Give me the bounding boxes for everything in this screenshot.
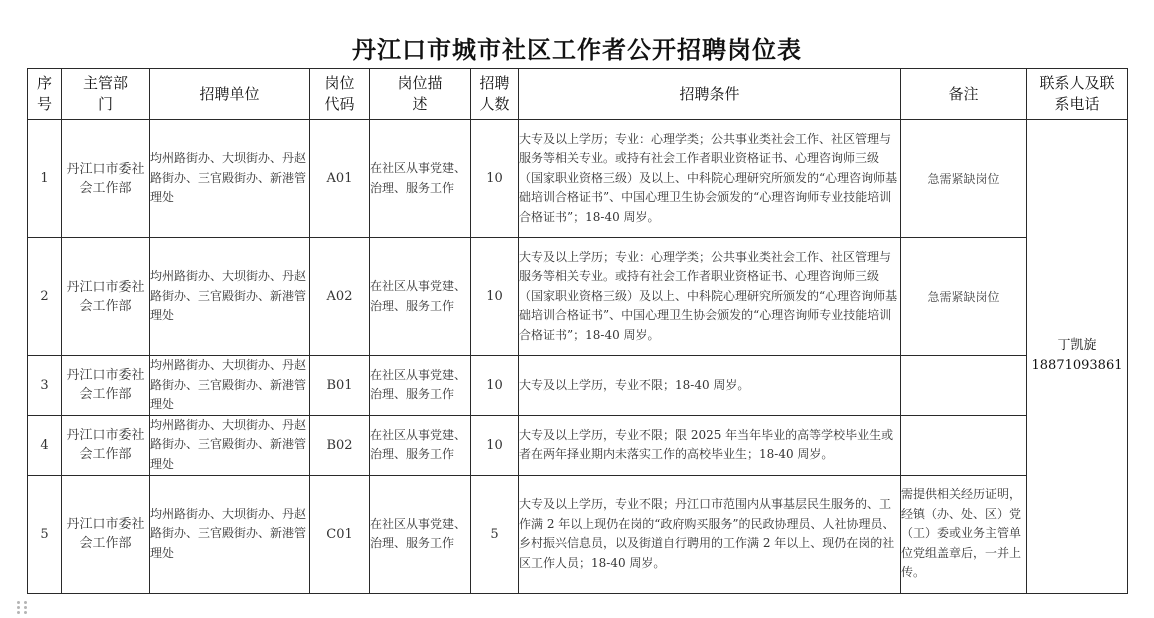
row-note: 急需紧缺岗位 xyxy=(901,120,1027,238)
row-unit: 均州路街办、大坝街办、丹赵路街办、三官殿街办、新港管理处 xyxy=(150,415,310,475)
row-seq: 3 xyxy=(28,356,62,416)
row-seq: 2 xyxy=(28,238,62,356)
table-row xyxy=(28,415,1128,475)
row-count: 10 xyxy=(471,120,519,238)
row-desc: 在社区从事党建、治理、服务工作 xyxy=(370,238,471,356)
row-requirements: 大专及以上学历，专业不限；限 2025 年当年毕业的高等学校毕业生或者在两年择业期内未落实工作的高校毕业生；18-40 周岁。 xyxy=(519,415,901,475)
row-dept: 丹江口市委社会工作部 xyxy=(62,475,150,593)
row-code: B01 xyxy=(310,356,370,416)
table-row xyxy=(28,120,1128,238)
row-note: 急需紧缺岗位 xyxy=(901,238,1027,356)
recruitment-table xyxy=(27,68,1128,594)
row-requirements: 大专及以上学历，专业不限；丹江口市范围内从事基层民生服务的、工作满 2 年以上现仍在岗的“政府购买服务”的民政协理员、人社协理员、乡村振兴信息员，以及街道自行聘用的工作满 2 年以上、现仍在岗的社区工作人员；18-40 周岁。 xyxy=(519,475,901,593)
row-desc: 在社区从事党建、治理、服务工作 xyxy=(370,415,471,475)
row-count: 10 xyxy=(471,238,519,356)
table-header-row xyxy=(28,69,1128,120)
row-code: A01 xyxy=(310,120,370,238)
header-desc: 岗位描述 xyxy=(370,69,471,120)
row-note xyxy=(901,356,1027,416)
header-note: 备注 xyxy=(901,69,1027,120)
row-count: 5 xyxy=(471,475,519,593)
header-req: 招聘条件 xyxy=(519,69,901,120)
header-contact: 联系人及联系电话 xyxy=(1027,69,1128,120)
row-requirements: 大专及以上学历；专业：心理学类；公共事业类社会工作、社区管理与服务等相关专业。或持有社会工作者职业资格证书、心理咨询师三级（国家职业资格三级）及以上、中科院心理研究所颁发的“心理咨询师基础培训合格证书”、中国心理卫生协会颁发的“心理咨询师专业技能培训合格证书”；18-40 周岁。 xyxy=(519,238,901,356)
row-unit: 均州路街办、大坝街办、丹赵路街办、三官殿街办、新港管理处 xyxy=(150,120,310,238)
row-desc: 在社区从事党建、治理、服务工作 xyxy=(370,356,471,416)
row-seq: 5 xyxy=(28,475,62,593)
row-code: C01 xyxy=(310,475,370,593)
page-title: 丹江口市城市社区工作者公开招聘岗位表 xyxy=(352,36,802,64)
row-note xyxy=(901,415,1027,475)
header-count: 招聘人数 xyxy=(471,69,519,120)
drag-handle-icon[interactable] xyxy=(17,601,31,615)
row-requirements: 大专及以上学历，专业不限；18-40 周岁。 xyxy=(519,356,901,416)
row-count: 10 xyxy=(471,356,519,416)
row-dept: 丹江口市委社会工作部 xyxy=(62,120,150,238)
row-unit: 均州路街办、大坝街办、丹赵路街办、三官殿街办、新港管理处 xyxy=(150,356,310,416)
row-requirements: 大专及以上学历；专业：心理学类；公共事业类社会工作、社区管理与服务等相关专业。或持有社会工作者职业资格证书、心理咨询师三级（国家职业资格三级）及以上、中科院心理研究所颁发的“心理咨询师基础培训合格证书”、中国心理卫生协会颁发的“心理咨询师专业技能培训合格证书”；18-40 周岁。 xyxy=(519,120,901,238)
row-dept: 丹江口市委社会工作部 xyxy=(62,415,150,475)
row-count: 10 xyxy=(471,415,519,475)
table-row xyxy=(28,356,1128,416)
row-seq: 1 xyxy=(28,120,62,238)
row-code: A02 xyxy=(310,238,370,356)
row-desc: 在社区从事党建、治理、服务工作 xyxy=(370,475,471,593)
contact-name: 丁凯旋 xyxy=(1057,338,1097,354)
row-dept: 丹江口市委社会工作部 xyxy=(62,356,150,416)
row-code: B02 xyxy=(310,415,370,475)
row-desc: 在社区从事党建、治理、服务工作 xyxy=(370,120,471,238)
header-unit: 招聘单位 xyxy=(150,69,310,120)
table-row xyxy=(28,238,1128,356)
row-dept: 丹江口市委社会工作部 xyxy=(62,238,150,356)
contact-cell xyxy=(1027,120,1128,594)
header-code: 岗位代码 xyxy=(310,69,370,120)
row-note: 需提供相关经历证明，经镇（办、处、区）党（工）委或业务主管单位党组盖章后，一并上传。 xyxy=(901,475,1027,593)
row-unit: 均州路街办、大坝街办、丹赵路街办、三官殿街办、新港管理处 xyxy=(150,475,310,593)
table-row xyxy=(28,475,1128,593)
row-seq: 4 xyxy=(28,415,62,475)
header-dept: 主管部门 xyxy=(62,69,150,120)
contact-phone: 18871093861 xyxy=(1031,358,1123,374)
row-unit: 均州路街办、大坝街办、丹赵路街办、三官殿街办、新港管理处 xyxy=(150,238,310,356)
header-seq: 序号 xyxy=(28,69,62,120)
